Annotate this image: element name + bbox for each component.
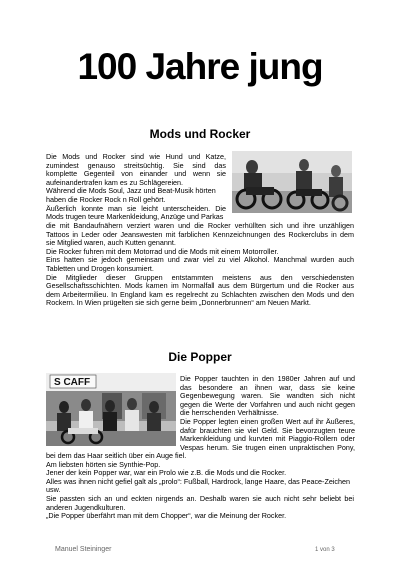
text-line: Am liebsten hörten sie Synthie-Pop. — [46, 459, 161, 469]
text-line: das besondere an ihnen war, dass sie keine — [180, 382, 355, 392]
text-line: Jener der kein Popper war, war ein Prolo wie z.B. die Mods und die Rocker. — [46, 468, 287, 478]
text-line: Die Popper legten einen großen Wert auf ihr Äußeres, — [180, 416, 355, 426]
text-line: die mit Bandaufnähern verziert waren und die Rocker verhüllten sich und ihre unzähligen — [46, 221, 354, 230]
text-line: Vespas herum. Sie trugen einen unpraktischen Pony, — [180, 442, 355, 452]
text-line: Eins hatten sie jedoch gemeinsam und zwar viel zu viel Alkohol. Manchmal wurden auch — [46, 255, 354, 265]
text-line: Tattoos in Leder oder Jeanswesten mit farblichen Kennzeichnungen des Rockerclubs in dem — [46, 229, 354, 239]
text-line: dafür brauchten sie viel Geld. Sie bevorzugten teure — [180, 425, 355, 435]
text-line: die herrschenden Verhältnisse. — [180, 408, 279, 418]
text-line: Gegenbewegung waren. Sie wandten sich nicht — [180, 391, 355, 401]
text-line: haben die Rocker Rock n Roll gehört. — [46, 194, 166, 204]
text-line: gegen die Werte der Vorfahren und auch nicht gegen — [180, 399, 355, 409]
section-heading-mods-rocker: Mods und Rocker — [149, 127, 251, 141]
section-heading-popper: Die Popper — [168, 350, 232, 364]
text-line: dem Arbeitermilieu. In England kam es regelrecht zu Schlachten zwischen den Mods und den — [46, 289, 354, 299]
text-line: Alles was ihnen nicht gefiel galt als „prolo“: Fußball, Hardrock, lange Haare, das Peace-Zeichen — [46, 476, 351, 486]
mods-rocker-text-beside — [46, 153, 226, 222]
popper-text-full — [46, 452, 354, 521]
text-line: anderen Jugendkulturen. — [46, 502, 126, 512]
text-line: Mods trugen teure Markenkleidung, Anzüge und Parkas — [46, 212, 224, 222]
popper-text-beside — [180, 375, 355, 452]
page-title: 100 Jahre jung — [77, 46, 323, 87]
mods-rocker-photo — [232, 151, 352, 213]
footer-page-number: 1 von 3 — [315, 547, 335, 553]
text-line: komplette Gegenteil von einander und wenn sie — [46, 169, 226, 179]
text-line: Die Mods und Rocker sind wie Hund und Katze, — [46, 152, 226, 161]
mods-rocker-text-full — [46, 222, 354, 308]
text-line: Die Mitglieder dieser Gruppen entstammten meistens aus den verschiedensten — [46, 272, 354, 282]
text-line: Die Popper tauchten in den 1980er Jahren auf und — [180, 374, 355, 383]
text-line: aufeinandertrafen kam es zu Schlägereien. — [46, 177, 184, 187]
text-line: Während die Mods Soul, Jazz und Beat-Musik hörten — [46, 186, 216, 196]
popper-photo — [46, 373, 176, 446]
text-line: Tabletten und Drogen konsumiert. — [46, 263, 154, 273]
text-line: „Die Popper überfährt man mit dem Chopper“, war die Meinung der Rocker. — [46, 511, 287, 521]
text-line: bei dem das Haar seitlich über ein Auge fiel. — [46, 451, 187, 460]
text-line: Gesellschaftsschichten. Mods kamen im Normalfall aus dem Bürgertum und die Rocker aus — [46, 281, 354, 291]
photo-sign-text: S CAFF — [54, 377, 91, 388]
text-line: sie Mitglied waren, auch Kutten genannt. — [46, 238, 176, 248]
text-line: Rockern. In Wien prügelten sie sich gerne beim „Donnerbrunnen“ am Neuen Markt. — [46, 298, 311, 308]
text-line: usw. — [46, 485, 61, 495]
text-line: Die Rocker fuhren mit dem Motorrad und die Mods mit einem Motorroller. — [46, 246, 279, 256]
text-line: Markenkleidung und kurvten mit Piaggio-Rollern oder — [180, 434, 355, 444]
text-line: zumindest genauso streitsüchtig. Sie sind das — [46, 160, 226, 170]
text-line: Äußerlich konnte man sie leicht unterscheiden. Die — [46, 203, 226, 213]
text-line: Sie passten sich an und eckten nirgends an. Deshalb waren sie auch nicht sehr beliebt bei — [46, 493, 354, 503]
footer-author: Manuel Steininger — [55, 546, 112, 553]
